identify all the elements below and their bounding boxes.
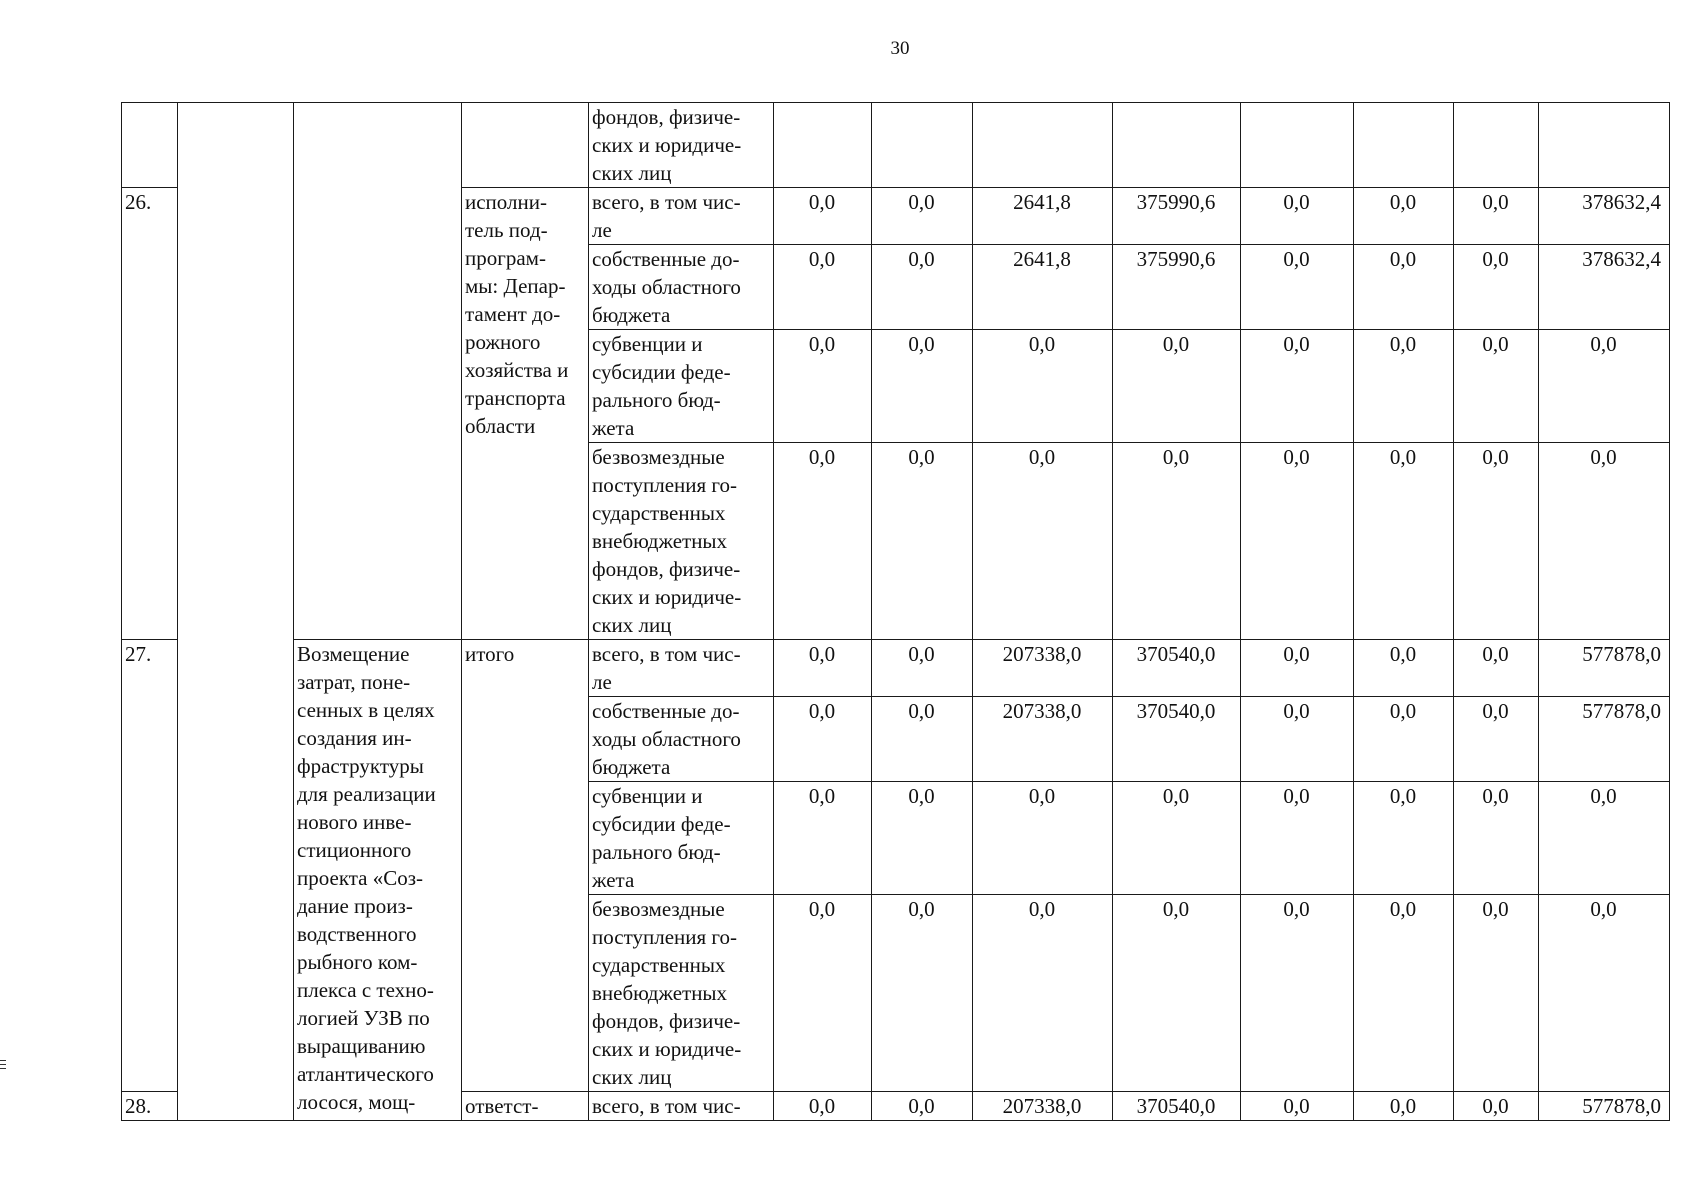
value-cell: 0,0: [1354, 640, 1454, 697]
value-cell: [872, 103, 973, 188]
value-cell: 0,0: [1241, 245, 1354, 330]
funding-source: субвенции и субсидии феде- рального бюд- жета: [589, 330, 774, 443]
value-cell: 0,0: [1539, 443, 1670, 640]
value-cell: 0,0: [1354, 697, 1454, 782]
value-cell: 0,0: [1454, 188, 1539, 245]
value-cell: [1354, 103, 1454, 188]
value-cell: [774, 103, 872, 188]
table-row: [122, 640, 1670, 697]
scan-mark: [0, 1064, 6, 1065]
program-cell: [178, 103, 294, 1121]
value-cell: 0,0: [774, 1092, 872, 1121]
row-number: 26.: [122, 188, 178, 640]
value-cell: 0,0: [1539, 782, 1670, 895]
value-cell: 0,0: [872, 330, 973, 443]
value-cell: 0,0: [1354, 782, 1454, 895]
value-cell: 0,0: [1454, 640, 1539, 697]
scan-mark: [0, 1060, 6, 1061]
value-cell: 378632,4: [1539, 188, 1670, 245]
value-cell: 0,0: [872, 895, 973, 1092]
value-cell: 0,0: [1454, 782, 1539, 895]
value-cell: 375990,6: [1113, 245, 1241, 330]
funding-source: всего, в том чис- ле: [589, 188, 774, 245]
value-cell: 0,0: [1241, 443, 1354, 640]
value-cell: 0,0: [1241, 1092, 1354, 1121]
funding-source: безвозмездные поступления го- сударственных внебюджетных фондов, физиче- ских и юридиче- ских лиц: [589, 443, 774, 640]
value-cell: 0,0: [774, 443, 872, 640]
funding-source: собственные до- ходы областного бюджета: [589, 245, 774, 330]
value-cell: 0,0: [1241, 895, 1354, 1092]
executor-cell: ответст-: [462, 1092, 589, 1121]
funding-source: безвозмездные поступления го- сударственных внебюджетных фондов, физиче- ских и юридиче- ских лиц: [589, 895, 774, 1092]
funding-source: всего, в том чис- ле: [589, 640, 774, 697]
value-cell: 0,0: [1354, 1092, 1454, 1121]
value-cell: 0,0: [1454, 697, 1539, 782]
value-cell: 0,0: [1454, 330, 1539, 443]
value-cell: 0,0: [1354, 330, 1454, 443]
value-cell: 0,0: [774, 895, 872, 1092]
value-cell: 0,0: [1539, 895, 1670, 1092]
value-cell: 0,0: [973, 443, 1113, 640]
value-cell: 0,0: [872, 443, 973, 640]
value-cell: 0,0: [774, 245, 872, 330]
event-cell: Возмещение затрат, поне- сенных в целях создания ин- фраструктуры для реализации нового инве- стиционного проекта «Соз- дание произ- водственного рыбного ком- плекса с техно- логией УЗВ по выращиванию атлантического лосося, мощ-: [294, 640, 462, 1121]
value-cell: 0,0: [1539, 330, 1670, 443]
value-cell: 0,0: [1454, 1092, 1539, 1121]
value-cell: 0,0: [774, 697, 872, 782]
value-cell: [1113, 103, 1241, 188]
executor-cell: [462, 103, 589, 188]
table-row: [122, 103, 1670, 188]
value-cell: 0,0: [1113, 782, 1241, 895]
value-cell: [973, 103, 1113, 188]
value-cell: 370540,0: [1113, 640, 1241, 697]
value-cell: 0,0: [774, 640, 872, 697]
value-cell: 370540,0: [1113, 1092, 1241, 1121]
event-cell: [294, 103, 462, 640]
value-cell: 207338,0: [973, 640, 1113, 697]
value-cell: 0,0: [872, 697, 973, 782]
value-cell: 0,0: [973, 782, 1113, 895]
value-cell: 0,0: [1113, 895, 1241, 1092]
scan-margin-marks: [0, 1060, 8, 1072]
value-cell: 0,0: [774, 782, 872, 895]
row-number: 28.: [122, 1092, 178, 1121]
value-cell: 2641,8: [973, 245, 1113, 330]
value-cell: 0,0: [973, 330, 1113, 443]
value-cell: 577878,0: [1539, 1092, 1670, 1121]
value-cell: 0,0: [872, 640, 973, 697]
value-cell: 207338,0: [973, 697, 1113, 782]
value-cell: 0,0: [1241, 188, 1354, 245]
executor-cell: исполни- тель под- програм- мы: Депар- тамент до- рожного хозяйства и транспорта области: [462, 188, 589, 640]
value-cell: 0,0: [872, 1092, 973, 1121]
value-cell: 0,0: [872, 782, 973, 895]
value-cell: [1241, 103, 1354, 188]
value-cell: 370540,0: [1113, 697, 1241, 782]
row-number: 27.: [122, 640, 178, 1092]
value-cell: 0,0: [872, 188, 973, 245]
funding-source: всего, в том чис-: [589, 1092, 774, 1121]
value-cell: 0,0: [1241, 640, 1354, 697]
row-number: [122, 103, 178, 188]
page-number: 30: [890, 38, 910, 59]
value-cell: 0,0: [1354, 895, 1454, 1092]
value-cell: 0,0: [1454, 895, 1539, 1092]
funding-source: собственные до- ходы областного бюджета: [589, 697, 774, 782]
value-cell: 0,0: [1241, 782, 1354, 895]
value-cell: 0,0: [1454, 245, 1539, 330]
value-cell: 0,0: [774, 330, 872, 443]
funding-source: фондов, физиче- ских и юридиче- ских лиц: [589, 103, 774, 188]
value-cell: [1539, 103, 1670, 188]
executor-cell: итого: [462, 640, 589, 1092]
value-cell: 0,0: [1113, 443, 1241, 640]
budget-table: [121, 102, 1670, 1121]
value-cell: 207338,0: [973, 1092, 1113, 1121]
value-cell: 0,0: [973, 895, 1113, 1092]
value-cell: 0,0: [1113, 330, 1241, 443]
value-cell: 0,0: [774, 188, 872, 245]
value-cell: 0,0: [1241, 697, 1354, 782]
value-cell: 0,0: [1354, 245, 1454, 330]
value-cell: 375990,6: [1113, 188, 1241, 245]
value-cell: 0,0: [1354, 443, 1454, 640]
value-cell: 577878,0: [1539, 697, 1670, 782]
value-cell: 577878,0: [1539, 640, 1670, 697]
value-cell: 0,0: [1241, 330, 1354, 443]
scan-mark: [0, 1068, 6, 1069]
value-cell: 0,0: [872, 245, 973, 330]
value-cell: 0,0: [1454, 443, 1539, 640]
value-cell: 378632,4: [1539, 245, 1670, 330]
funding-source: субвенции и субсидии феде- рального бюд- жета: [589, 782, 774, 895]
value-cell: [1454, 103, 1539, 188]
value-cell: 0,0: [1354, 188, 1454, 245]
value-cell: 2641,8: [973, 188, 1113, 245]
